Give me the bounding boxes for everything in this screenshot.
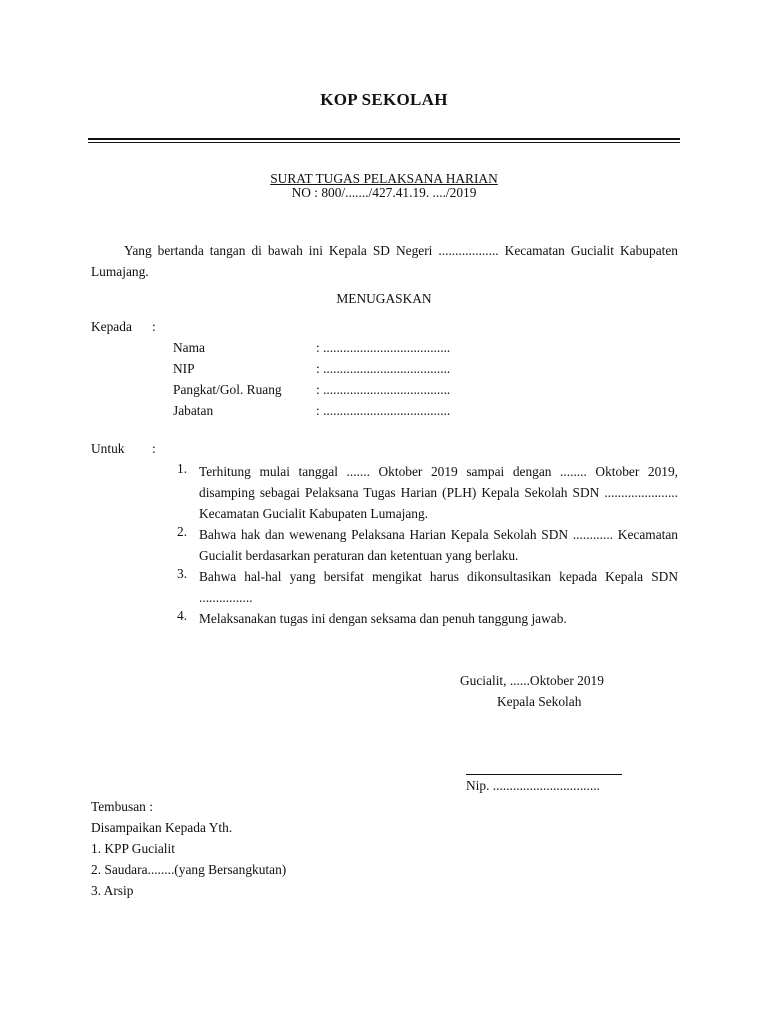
field-value-nama: : ...................................... xyxy=(316,340,451,355)
signature-position: Kepala Sekolah xyxy=(497,694,582,709)
field-label-nama: Nama xyxy=(173,340,205,355)
section-heading: MENUGASKAN xyxy=(336,291,432,306)
letterhead-title: KOP SEKOLAH xyxy=(320,90,448,109)
untuk-colon: : xyxy=(152,441,156,456)
field-value-pangkat: : ...................................... xyxy=(316,382,451,397)
tembusan-intro: Disampaikan Kepada Yth. xyxy=(91,820,233,835)
intro-paragraph: Yang bertanda tangan di bawah ini Kepala SD Negeri .................. Kecamatan Gucialit Kabupaten Lumajang. xyxy=(91,243,678,279)
field-label-nip: NIP xyxy=(173,361,195,376)
tembusan-item: 2. Saudara........(yang Bersangkutan) xyxy=(91,862,287,877)
tembusan-item: 1. KPP Gucialit xyxy=(91,841,175,856)
untuk-label: Untuk xyxy=(91,441,125,456)
letterhead-rule-thick xyxy=(88,138,680,140)
tembusan-item: 3. Arsip xyxy=(91,883,134,898)
list-item-text: Bahwa hak dan wewenang Pelaksana Harian Kepala Sekolah SDN ............ Kecamatan Gucialit berdasarkan peraturan dan ketentuan yang berlaku. xyxy=(199,527,678,563)
list-item xyxy=(173,461,678,524)
field-label-pangkat: Pangkat/Gol. Ruang xyxy=(173,382,282,397)
document-number: NO : 800/......./427.41.19. ..../2019 xyxy=(291,185,477,200)
letterhead-rule-thin xyxy=(88,142,680,143)
document-title: SURAT TUGAS PELAKSANA HARIAN xyxy=(270,171,498,186)
list-item xyxy=(173,524,678,566)
list-item-number: 4. xyxy=(177,608,188,623)
field-value-jabatan: : ...................................... xyxy=(316,403,451,418)
signature-line xyxy=(466,774,622,775)
list-item xyxy=(173,608,678,629)
list-item-text: Terhitung mulai tanggal ....... Oktober 2019 sampai dengan ........ Oktober 2019, disamping sebagai Pelaksana Tugas Harian (PLH) Kepala Sekolah SDN ...................... Kecamatan Gucialit Kabupaten Lumajang. xyxy=(199,464,678,521)
list-item-number: 1. xyxy=(177,461,188,476)
kepada-colon: : xyxy=(152,319,156,334)
list-item-number: 2. xyxy=(177,524,188,539)
signature-nip: Nip. ................................ xyxy=(466,778,600,793)
tembusan-label: Tembusan : xyxy=(91,799,153,814)
kepada-label: Kepada xyxy=(91,319,132,334)
list-item-text: Melaksanakan tugas ini dengan seksama dan penuh tanggung jawab. xyxy=(199,611,567,626)
signature-place-date: Gucialit, ......Oktober 2019 xyxy=(460,673,604,688)
field-value-nip: : ...................................... xyxy=(316,361,451,376)
list-item xyxy=(173,566,678,608)
list-item-number: 3. xyxy=(177,566,188,581)
list-item-text: Bahwa hal-hal yang bersifat mengikat harus dikonsultasikan kepada Kepala SDN ................ xyxy=(199,569,678,605)
field-label-jabatan: Jabatan xyxy=(173,403,214,418)
